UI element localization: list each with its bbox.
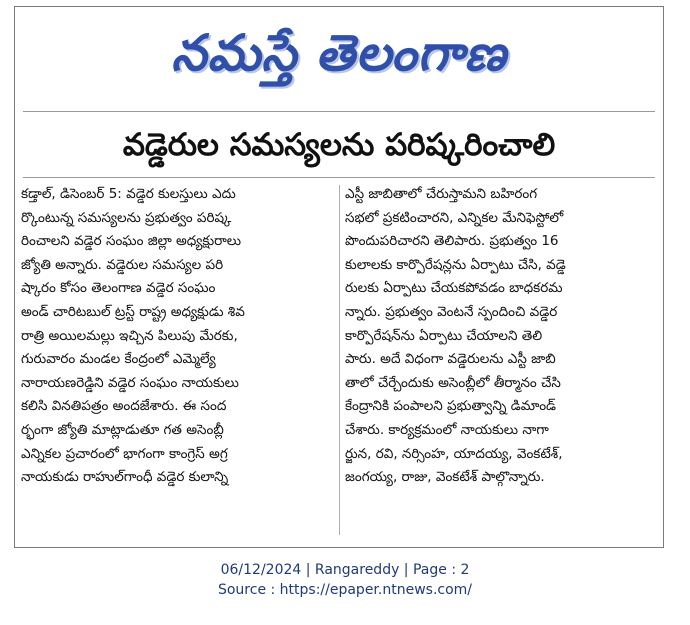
- article-line: కార్పొరేషన్‌ను ఏర్పాటు చేయాలని తెలి: [345, 327, 543, 344]
- article-line: పొందుపరిచారని తెలిపారు. ప్రభుత్వం 16: [345, 233, 559, 250]
- column-divider: [339, 185, 340, 535]
- article-line: ర్జున, రవి, నర్సింహ, యాదయ్య, వెంకటేశ్,: [345, 445, 563, 462]
- article-line: ర్కొంటున్న సమస్యలను ప్రభుత్వం పరిష్క: [21, 209, 232, 226]
- clipping-footer: [0, 560, 690, 600]
- article-headline: వడ్డెరుల సమస్యలను పరిష్కరించాలి: [122, 127, 556, 163]
- article-line: రాత్రి అయిలమల్లు ఇచ్చిన పిలుపు మేరకు,: [21, 327, 238, 344]
- edition-info: 06/12/2024 | Rangareddy | Page : 2: [220, 562, 470, 578]
- article-line: కులాలకు కార్పొరేషన్లను ఏర్పాటు చేసి, వడ్డె: [345, 256, 566, 273]
- newspaper-clipping: [14, 6, 664, 548]
- article-line: న్నారు. ప్రభుత్వం వెంటనే స్పందించి వడ్డెర: [345, 303, 558, 320]
- article-line: ఎన్నికల ప్రచారంలో భాగంగా కాంగ్రెస్ అగ్ర: [21, 445, 228, 462]
- article-line: ర్భంగా జ్యోతి మాట్లాడుతూ గత అసెంబ్లీ: [21, 421, 224, 438]
- article-line: ష్కారం కోసం తెలంగాణ వడ్డెర సంఘం: [21, 280, 216, 297]
- source-info: Source : https://epaper.ntnews.com/: [217, 582, 473, 598]
- masthead-title: నమస్తే తెలంగాణ: [171, 24, 507, 82]
- article-line: తాలో చేర్చేందుకు అసెంబ్లీలో తీర్మానం చేసి: [345, 374, 561, 391]
- masthead-divider: [23, 111, 655, 112]
- article-column-left: [21, 183, 335, 490]
- article-line: రులకు ఏర్పాటు చేయకపోవడం బాధకరమ: [345, 280, 563, 297]
- article-line: పారు. అదే విధంగా వడ్డెరులను ఎస్టీ జాబి: [345, 351, 556, 368]
- article-line: జ్యోతి అన్నారు. వడ్డెరుల సమస్యల పరి: [21, 256, 224, 273]
- article-line: అండ్ చారిటబుల్ ట్రస్ట్ రాష్ట్ర అధ్యక్షుడు శివ: [21, 303, 245, 320]
- article-line: జంగయ్య, రాజు, వెంకటేశ్ పాల్గొన్నారు.: [345, 469, 545, 486]
- masthead: [15, 9, 663, 103]
- article-line: గురువారం మండల కేంద్రంలో ఎమ్మెల్యే: [21, 351, 216, 368]
- article-line: రించాలని వడ్డెర సంఘం జిల్లా అధ్యక్షురాలు: [21, 233, 242, 250]
- article-line: ఎస్టీ జాబితాలో చేరుస్తామని బహిరంగ: [345, 186, 538, 202]
- article-line: సభలో ప్రకటించారని, ఎన్నికల మేనిఫెస్టోలో: [345, 209, 564, 226]
- article-line: నాయకుడు రాహుల్‌గాంధీ వడ్డెర కులాన్ని: [21, 469, 229, 486]
- article-line: కేంద్రానికి పంపాలని ప్రభుత్వాన్ని డిమాండ్: [345, 398, 557, 415]
- headline-divider: [23, 177, 655, 178]
- article-column-right: [345, 183, 659, 490]
- article-line: నారాయణరెడ్డిని వడ్డెర సంఘం నాయకులు: [21, 374, 239, 391]
- article-line: కడ్తాల్, డిసెంబర్ 5: వడ్డెర కులస్తులు ఎదు: [21, 186, 236, 202]
- article-line: కలిసి వినతిపత్రం అందజేశారు. ఈ సంద: [21, 398, 227, 415]
- article-line: చేశారు. కార్యక్రమంలో నాయకులు నాగా: [345, 421, 549, 438]
